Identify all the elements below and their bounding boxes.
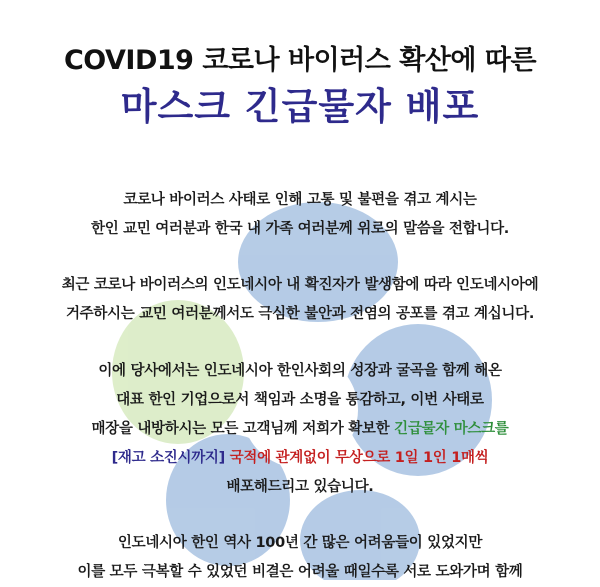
paragraph-distribution <box>0 357 600 502</box>
paragraph-situation <box>0 271 600 329</box>
paragraph-line <box>0 415 600 444</box>
paragraph-line: 최근 코로나 바이러스의 인도네시아 내 확진자가 발생함에 따라 인도네시아에 <box>61 277 539 293</box>
paragraph-condolence <box>0 186 600 244</box>
highlight-mask-text: 긴급물자 마스크를 <box>394 421 509 437</box>
paragraph-line: 이에 당사에서는 인도네시아 한인사회의 성장과 굴곡을 함께 해온 <box>98 363 502 379</box>
paragraph-line: 인도네시아 한인 역사 100년 간 많은 어려움들이 있었지만 <box>117 535 483 551</box>
text-segment: 매장을 내방하시는 모든 고객님께 저희가 확보한 <box>91 421 395 437</box>
paragraph-line <box>0 444 600 473</box>
title-line-1: COVID19 코로나 바이러스 확산에 따른 <box>63 45 537 76</box>
paragraph-line: 거주하시는 교민 여러분께서도 극심한 불안과 전염의 공포를 겪고 계십니다. <box>65 306 535 322</box>
highlight-stock-notice: [재고 소진시까지] <box>111 450 225 466</box>
paragraph-line: 한인 교민 여러분과 한국 내 가족 여러분께 위로의 말씀을 전합니다. <box>90 221 510 237</box>
highlight-free-distribution: 국적에 관계없이 무상으로 1일 1인 1매씩 <box>224 450 489 466</box>
paragraph-line: 코로나 바이러스 사태로 인해 고통 및 불편을 겪고 계시는 <box>123 192 477 208</box>
paragraph-line: 배포해드리고 있습니다. <box>226 479 374 495</box>
title-line-2: 마스크 긴급물자 배포 <box>120 85 480 128</box>
paragraph-line: 이를 모두 극복할 수 있었던 비결은 어려울 때일수록 서로 도와가며 함께 <box>77 564 523 580</box>
paragraph-line: 대표 한인 기업으로서 책임과 소명을 통감하고, 이번 사태로 <box>116 392 484 408</box>
paragraph-history <box>0 529 600 587</box>
